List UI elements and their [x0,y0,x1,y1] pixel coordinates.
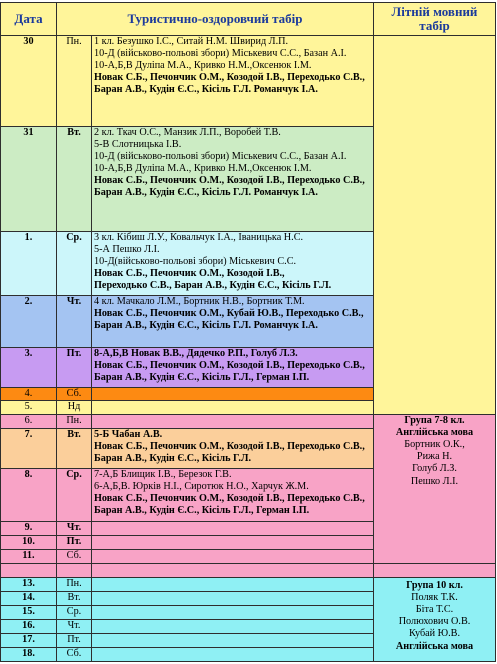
date-cell: 13. [1,578,57,592]
day-cell: Пт. [57,348,92,388]
date-cell: 30 [1,36,57,127]
lang-camp-empty-cell [374,564,496,578]
lang-teacher: Бортник О.К., [404,439,465,451]
date-cell: 15. [1,606,57,620]
lang-camp-header: Літній мовний табір [374,3,496,36]
day-cell: Ср. [57,606,92,620]
day-cell: Вт. [57,429,92,469]
staff-line: Новак С.Б., Печончик О.М., Козодой І.В., [94,268,285,280]
lang-camp-empty-cell [374,36,496,415]
date-cell: 31 [1,127,57,232]
activity-cell [92,348,374,388]
day-cell: Ср. [57,469,92,522]
date-cell: 8. [1,469,57,522]
day-cell: Вт. [57,127,92,232]
activity-line: 7-А,Б Блищик І.В., Березок Г.В. [94,469,232,481]
date-cell: 2. [1,296,57,348]
lang-teacher: Пешко Л.І. [410,475,459,487]
activity-line: 1 кл. Безушко І.С., Ситай Н.М. Швирид Л.П. [94,36,289,47]
activity-line: 6-А,Б,В. Юрків Н.І., Сиротюк Н.О., Харчук Ж.М. [94,481,309,493]
date-cell: 14. [1,592,57,606]
lang-group-title: Група 10 кл. [406,580,463,592]
lang-group-subject: Англійська мова [395,427,474,439]
day-cell: Сб. [57,648,92,662]
activity-cell [92,592,374,606]
activity-cell [92,401,374,415]
activity-line: 10-Д (військово-польові збори) Міськевич С.С., Базан А.І. [94,151,347,163]
activity-line: 4 кл. Мачкало Л.М., Бортник Н.В., Бортник Т.М. [94,296,305,307]
staff-line: Новак С.Б., Печончик О.М., Кубай Ю.В., Переходько С.В., Баран А.В., Кудін Є.С., Кісіль Г.Л. Романчук І.А. [94,308,364,332]
date-cell [1,564,57,578]
date-cell: 17. [1,634,57,648]
activity-line: 3 кл. Кібиш Л.У., Ковальчук І.А., Іваницька Н.С. [94,232,304,243]
activity-cell [92,522,374,536]
day-cell: Пт. [57,536,92,550]
day-cell: Чт. [57,522,92,536]
table-row [1,36,496,127]
activity-cell [92,36,374,127]
day-cell: Сб. [57,550,92,564]
lang-teacher: Біта Т.С. [415,604,454,616]
activity-cell [92,648,374,662]
lang-teacher: Рижа Н. [416,451,453,463]
lang-group-7-8-cell [374,415,496,564]
activity-line: 5-В Слотницька І.В. [94,139,182,151]
date-cell: 18. [1,648,57,662]
activity-cell [92,578,374,592]
activity-line: 8-А,Б,В Новак В.В., Дядечко Р.П., Голуб Л.З. [94,348,298,359]
day-cell: Вт. [57,592,92,606]
date-cell: 4. [1,388,57,401]
day-cell: Нд [57,401,92,415]
staff-line: Переходько С.В., Баран А.В., Кудін Є.С., Кісіль Г.Л. [94,280,332,292]
lang-group-subject: Англійська мова [395,640,474,652]
date-cell: 10. [1,536,57,550]
date-cell: 16. [1,620,57,634]
activity-cell [92,620,374,634]
date-cell: 3. [1,348,57,388]
table-row [1,564,496,578]
activity-line: 5-Б Чабан А.В. [94,429,163,441]
activity-cell [92,634,374,648]
camp-header: Туристично-оздоровчий табір [57,3,374,36]
day-cell: Сб. [57,388,92,401]
lang-teacher: Полюхович О.В. [398,616,471,628]
activity-cell [92,550,374,564]
activity-cell [92,429,374,469]
day-cell: Чт. [57,296,92,348]
activity-cell [92,232,374,296]
activity-cell [92,564,374,578]
activity-cell [92,415,374,429]
lang-group-10-cell [374,578,496,662]
activity-line: 10-А,Б,В Дуліпа М.А., Кривко Н.М.,Оксенюк І.М. [94,60,312,72]
date-cell: 9. [1,522,57,536]
day-cell: Пн. [57,578,92,592]
day-cell: Чт. [57,620,92,634]
activity-line: 10-Д(військово-польові збори) Міськевич С.С. [94,256,297,268]
staff-line: Новак С.Б., Печончик О.М., Козодой І.В., Переходько С.В., Баран А.В., Кудін Є.С., Кісіль Г.Л. Романчук І.А. [94,175,365,199]
activity-cell [92,536,374,550]
activity-cell [92,127,374,232]
header-row [1,3,496,36]
day-cell: Пт. [57,634,92,648]
table-row [1,415,496,429]
date-header: Дата [1,3,57,36]
activity-line: 10-А,Б,В Дуліпа М.А., Кривко Н.М.,Оксенюк І.М. [94,163,312,175]
table-row [1,578,496,592]
activity-cell [92,388,374,401]
activity-cell [92,469,374,522]
lang-teacher: Поляк Т.К. [411,592,458,604]
activity-line: 10-Д (військово-польові збори) Міськевич С.С., Базан А.І. [94,48,347,60]
activity-cell [92,606,374,620]
date-cell: 6. [1,415,57,429]
date-cell: 7. [1,429,57,469]
date-cell: 1. [1,232,57,296]
staff-line: Новак С.Б., Печончик О.М., Козодой І.В., Переходько С.В., Баран А.В., Кудін Є.С., Кісіль Г.Л. [94,441,365,465]
staff-line: Новак С.Б., Печончик О.М., Козодой І.В., Переходько С.В., Баран А.В., Кудін Є.С., Кісіль Г.Л. Романчук І.А. [94,72,365,96]
activity-line: 5-А Пешко Л.І. [94,244,160,256]
day-cell: Пн. [57,415,92,429]
day-cell [57,564,92,578]
activity-cell [92,296,374,348]
date-cell: 11. [1,550,57,564]
staff-line: Новак С.Б., Печончик О.М., Козодой І.В., Переходько С.В., Баран А.В., Кудін Є.С., Кісіль Г.Л., Герман І.П. [94,360,365,384]
schedule-table [0,2,496,662]
day-cell: Пн. [57,36,92,127]
lang-teacher: Кубай Ю.В. [408,628,461,640]
lang-teacher: Голуб Л.З. [412,463,457,475]
date-cell: 5. [1,401,57,415]
day-cell: Ср. [57,232,92,296]
staff-line: Новак С.Б., Печончик О.М., Козодой І.В., Переходько С.В., Баран А.В., Кудін Є.С., Кісіль Г.Л., Герман І.П. [94,493,365,517]
activity-line: 2 кл. Ткач О.С., Манзик Л.П., Воробей Т.В. [94,127,281,138]
lang-group-title: Група 7-8 кл. [404,415,465,427]
